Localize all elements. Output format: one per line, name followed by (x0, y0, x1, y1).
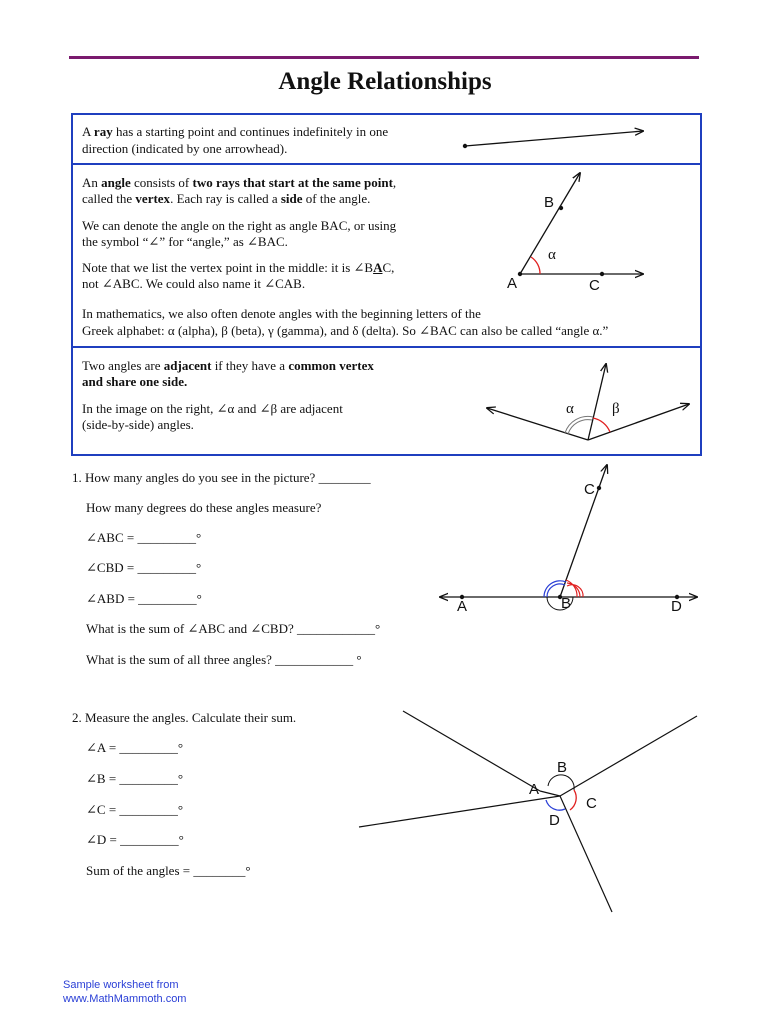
adj-label-beta: β (612, 401, 620, 417)
label-c: C (589, 277, 600, 294)
q1-label-a: A (457, 598, 468, 615)
q2-question: 2. Measure the angles. Calculate their sum. (72, 710, 297, 725)
q1-label-d: D (671, 598, 682, 615)
angle-text-p8: Greek alphabet: α (alpha), β (beta), γ (gamma), and δ (delta). So ∠BAC can also be called “angle α.” (82, 323, 609, 338)
text-run: if they have a (211, 358, 289, 373)
ray-start-point (463, 144, 467, 148)
label-alpha: α (548, 247, 556, 263)
term-ray: ray (93, 124, 113, 139)
angle-text-p3: We can denote the angle on the right as angle BAC, or using (82, 218, 397, 233)
text-run: . Each ray is called a (170, 191, 281, 206)
label-b: B (544, 194, 555, 211)
beta-arc (593, 418, 610, 432)
q1-question: 1. How many angles do you see in the picture? ________ (72, 470, 371, 485)
q1-abd-blank: ∠ABD = _________° (86, 591, 202, 606)
angle-bac-diagram (518, 173, 643, 276)
q1-sum2-blank: What is the sum of all three angles? ____________ ° (86, 652, 362, 667)
q2-line-upper-left (403, 711, 540, 791)
q1-abc-blank: ∠ABC = _________° (86, 530, 202, 545)
text-run: consists of (130, 175, 193, 190)
term-side: side (280, 191, 303, 206)
q1-subquestion: How many degrees do these angles measure? (86, 500, 322, 515)
q1-cbd-blank: ∠CBD = _________° (86, 560, 202, 575)
footer-line1: Sample worksheet from (63, 979, 179, 991)
q1-label-c: C (584, 481, 595, 498)
text-run: A (82, 124, 94, 139)
q2-label-c: C (586, 795, 597, 812)
footer-credit (63, 978, 186, 1006)
ray-line (465, 131, 643, 146)
text-run: of the angle. (302, 191, 371, 206)
q2-c-blank: ∠C = _________° (86, 802, 184, 817)
point-c (600, 272, 604, 276)
adjacent-text-p3: In the image on the right, ∠α and ∠β are adjacent (82, 401, 343, 416)
text-run: called the (82, 191, 136, 206)
q1-label-b: B (561, 595, 572, 612)
point-b (559, 206, 563, 210)
angle-text-p4: the symbol “∠” for “angle,” as ∠BAC. (82, 234, 288, 249)
q2-label-b: B (557, 759, 568, 776)
q2-line-lower-left (359, 796, 560, 827)
page-title: Angle Relationships (278, 68, 492, 95)
angle-text-p6: not ∠ABC. We could also name it ∠CAB. (82, 276, 306, 291)
q2-angle-c-arc (570, 790, 576, 810)
vertex-letter: A (373, 260, 383, 275)
q2-line-lower-right (560, 796, 612, 912)
q2-b-blank: ∠B = _________° (86, 771, 184, 786)
label-a: A (507, 275, 518, 292)
term-same-point: two rays that start at the same point (192, 175, 393, 190)
vertex-a-point (518, 272, 522, 276)
q2-diagram (359, 711, 697, 912)
adj-label-alpha: α (566, 401, 574, 417)
term-angle: angle (101, 175, 131, 190)
adjacent-text-p2: and share one side. (82, 374, 188, 389)
alpha-arc-inner (568, 420, 592, 434)
text-run: has a starting point and continues indefinitely in one (112, 124, 389, 139)
ray-text-line2: direction (indicated by one arrowhead). (82, 141, 288, 156)
ray-diagram (463, 131, 643, 148)
term-adjacent: adjacent (163, 358, 212, 373)
footer-link[interactable]: www.MathMammoth.com (63, 993, 187, 1005)
angle-text-p7: In mathematics, we also often denote angles with the beginning letters of the (82, 306, 481, 321)
angle-alpha-arc (531, 257, 540, 274)
adj-ray-middle (588, 364, 606, 440)
q1-diagram (440, 465, 697, 610)
q2-label-a: A (529, 781, 540, 798)
text-run: Two angles are (82, 358, 164, 373)
term-vertex: vertex (135, 191, 171, 206)
q1-point-c (597, 486, 601, 490)
q2-d-blank: ∠D = _________° (86, 832, 184, 847)
text-run: , (392, 175, 397, 190)
text-run: C, (382, 260, 395, 275)
text-run: Note that we list the vertex point in the middle: it is ∠B (82, 260, 374, 275)
term-common-vertex: common vertex (288, 358, 374, 373)
adjacent-angles-diagram (487, 364, 689, 440)
q2-sum-blank: Sum of the angles = ________° (86, 863, 251, 878)
q2-a-blank: ∠A = _________° (86, 740, 184, 755)
q2-angle-b-arc (548, 775, 574, 790)
text-run: An (82, 175, 102, 190)
q2-line-upper-right (560, 716, 697, 796)
q2-segment-ab (540, 791, 560, 796)
adjacent-text-p4: (side-by-side) angles. (82, 417, 194, 432)
q2-label-d: D (549, 812, 560, 829)
q1-sum1-blank: What is the sum of ∠ABC and ∠CBD? ____________° (86, 621, 381, 636)
